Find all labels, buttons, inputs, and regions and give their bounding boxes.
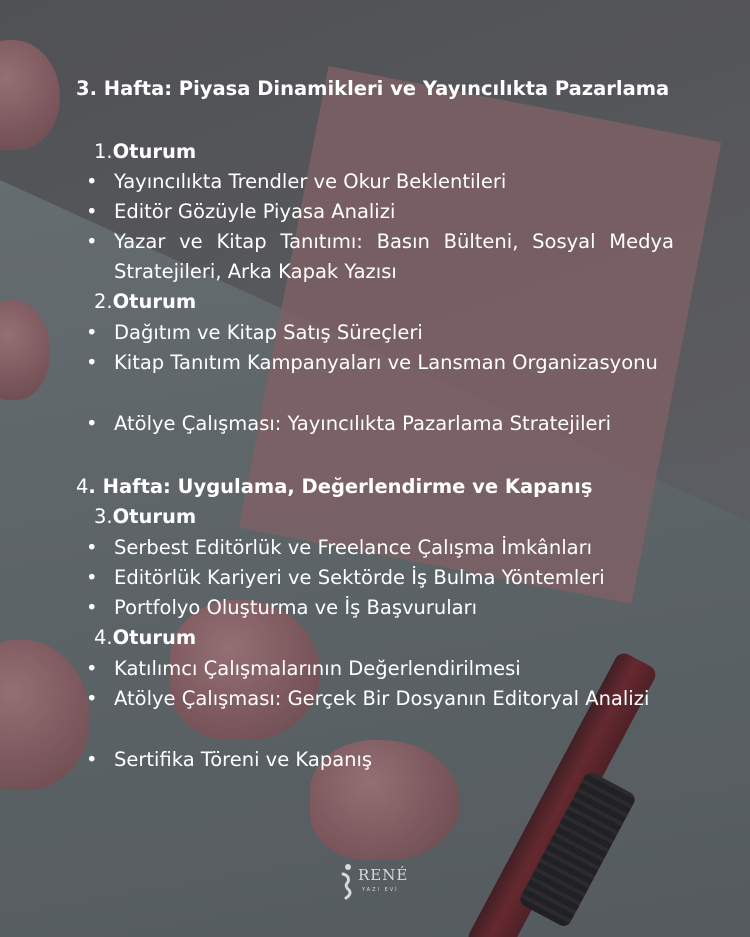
week-title-text: Hafta: Piyasa Dinamikleri ve Yayıncılıkta Pazarlama (103, 77, 670, 100)
list-item (86, 409, 674, 439)
session-heading (94, 140, 196, 163)
session-number: 4. (94, 626, 113, 649)
session-heading (94, 290, 196, 313)
list-item (86, 533, 674, 563)
session-number: 3. (94, 505, 113, 528)
list-item (86, 167, 674, 197)
list-item-text: Kitap Tanıtım Kampanyaları ve Lansman Organizasyonu (114, 351, 658, 374)
list-item-text: Editörlük Kariyeri ve Sektörde İş Bulma Yöntemleri (114, 566, 605, 589)
logo-name: RENÉ (358, 866, 409, 884)
bullet-icon: • (86, 351, 98, 374)
bullet-icon: • (86, 321, 98, 344)
session-name: Oturum (112, 140, 197, 163)
week-title-text: . Hafta: Uygulama, Değerlendirme ve Kapanış (88, 475, 593, 498)
logo-mark-icon (340, 862, 356, 902)
bullet-icon: • (86, 566, 98, 589)
bullet-icon: • (86, 170, 98, 193)
list-item (86, 197, 674, 227)
session-name: Oturum (112, 290, 197, 313)
bullet-icon: • (86, 412, 98, 435)
session-number: 2. (94, 290, 113, 313)
brand-logo (340, 858, 420, 908)
bullet-icon: • (86, 200, 98, 223)
session-heading (94, 505, 196, 528)
list-item-text: Editör Gözüyle Piyasa Analizi (114, 200, 396, 223)
list-item-text: Dağıtım ve Kitap Satış Süreçleri (114, 321, 423, 344)
week-title (76, 77, 669, 100)
list-item-text: Sertifika Töreni ve Kapanış (114, 748, 373, 771)
list-item-text: Katılımcı Çalışmalarının Değerlendirilmesi (114, 657, 521, 680)
list-item-text: Yayıncılıkta Trendler ve Okur Beklentileri (114, 170, 507, 193)
week-title (76, 475, 592, 498)
bullet-icon: • (86, 657, 98, 680)
bullet-icon: • (86, 536, 98, 559)
list-item (86, 593, 674, 623)
list-item (86, 227, 674, 287)
session-name: Oturum (112, 505, 197, 528)
bullet-icon: • (86, 596, 98, 619)
list-item-text: Serbest Editörlük ve Freelance Çalışma İmkânları (114, 536, 593, 559)
bullet-icon: • (86, 687, 98, 710)
logo-subtitle: YAZI EVİ (362, 887, 399, 893)
list-item-text: Portfolyo Oluşturma ve İş Başvuruları (114, 596, 478, 619)
week-number: 3. (76, 77, 97, 100)
session-number: 1. (94, 140, 113, 163)
session-heading (94, 626, 196, 649)
list-item-text: Atölye Çalışması: Yayıncılıkta Pazarlama Stratejileri (114, 412, 611, 435)
list-item-text: Yazar ve Kitap Tanıtımı: Basın Bülteni, Sosyal Medya Stratejileri, Arka Kapak Yazısı (114, 230, 674, 283)
list-item (86, 563, 674, 593)
bullet-icon: • (86, 748, 98, 771)
bullet-icon: • (86, 230, 98, 253)
list-item (86, 654, 674, 684)
list-item-text: Atölye Çalışması: Gerçek Bir Dosyanın Editoryal Analizi (114, 687, 650, 710)
list-item (86, 684, 674, 714)
list-item (86, 745, 674, 775)
list-item (86, 318, 674, 348)
session-name: Oturum (112, 626, 197, 649)
list-item (86, 348, 674, 378)
week-number: 4 (76, 475, 89, 498)
